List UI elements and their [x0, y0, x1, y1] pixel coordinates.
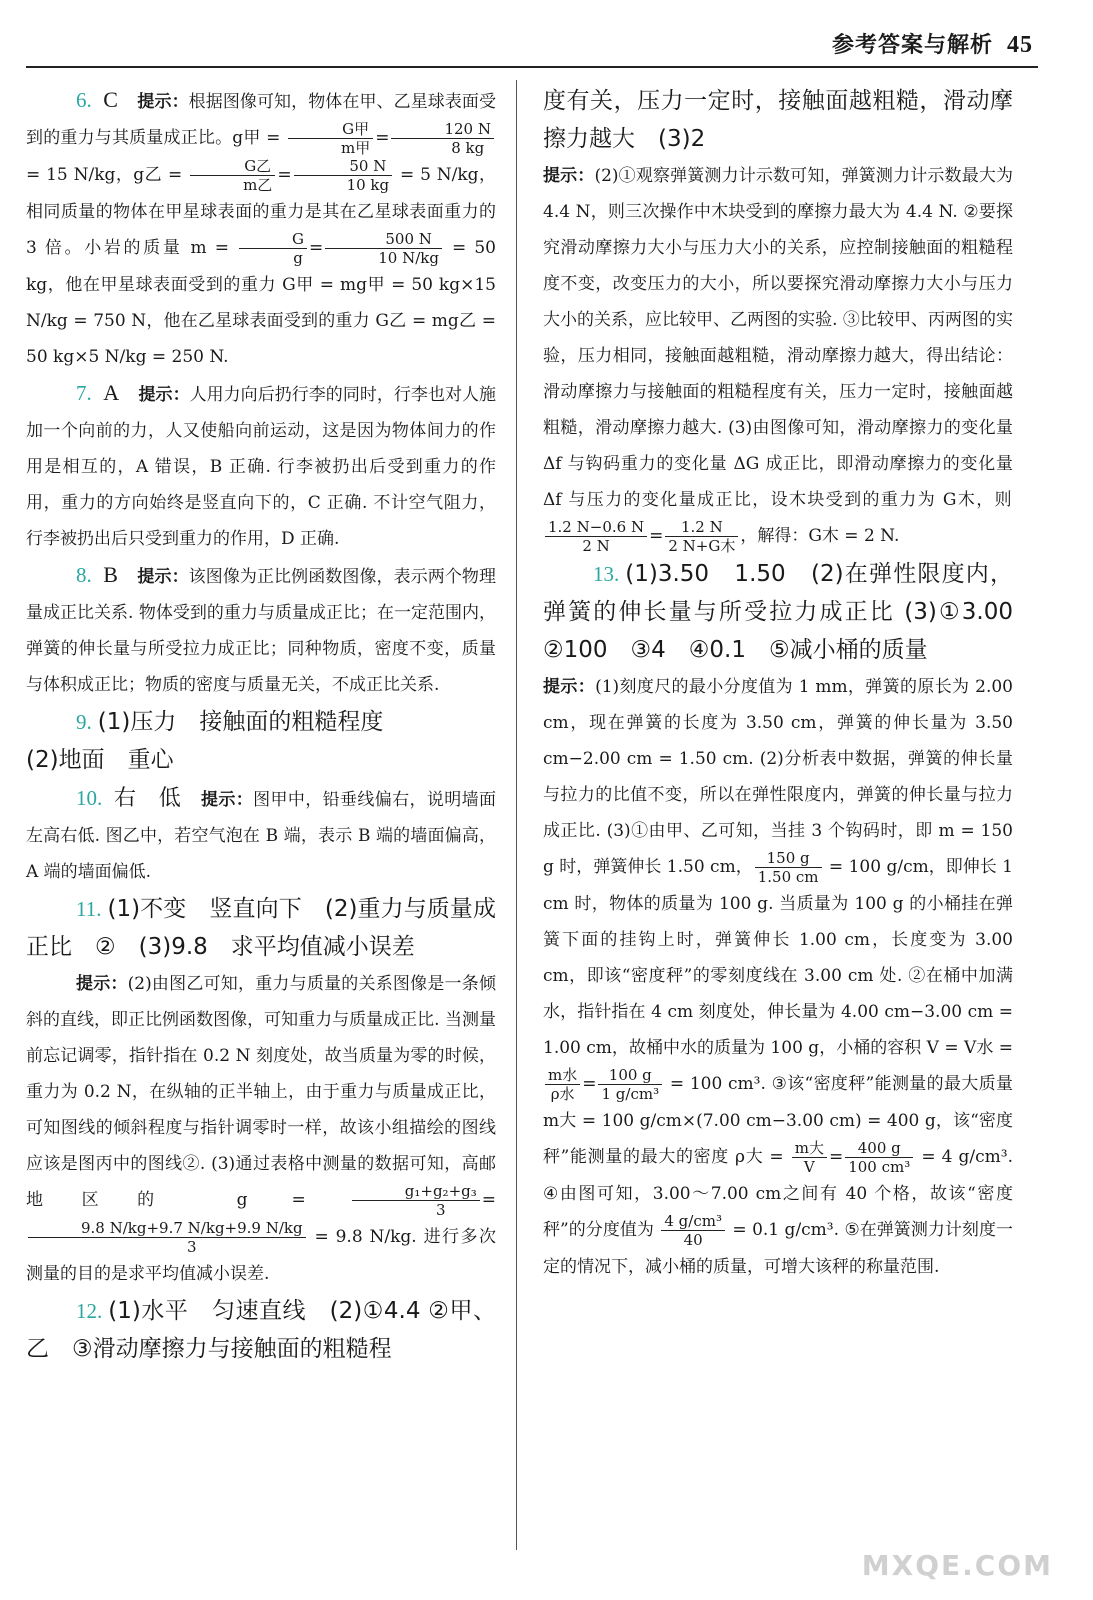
fraction: $\frac{150 g}{1.50 cm}$: [755, 849, 822, 886]
answer-12: [26, 1292, 496, 1368]
watermark-logo: MXQE.COM: [861, 1549, 1053, 1582]
hint-label: 提示：: [543, 166, 595, 186]
fraction: $\frac{400 g}{\text{100 cm³}}$: [845, 1139, 913, 1176]
fraction: $\frac{\text{G甲}}{\text{m甲}}$: [288, 120, 373, 157]
right-column: [543, 82, 1036, 1285]
answer-6: 6. C 提示：根据图像可知，物体在甲、乙星球表面受到的重力与其质量成正比。g甲 = $\frac{\text{G甲}}{\text{m甲}}$ = $\frac{120 N}{8 kg}$ = 15 N/kg，g乙 = $\frac{\text{G乙}}{\text{m乙}}$ = $\frac{50 N}{10 kg}$ = 5 N/kg，相同质量的物体在甲星球表面的重力是其在乙星球表面重力的 3 倍。小岩的质量 m = $\frac{G}{g}$ = $\frac{500 N}{10 N/kg}$ = 50 kg，他在甲星球表面受到的重力 G甲 = mg甲 = 50 kg×15 N/kg = 750 N，他在乙星球表面受到的重力 G乙 = mg乙 = 50 kg×5 N/kg = 250 N.: [26, 87, 497, 367]
page-header: [832, 28, 1033, 59]
question-number: 6.: [76, 88, 92, 112]
fraction: $\frac{1.2 N}{\text{2 N+G木}}$: [665, 518, 738, 555]
fraction: $\frac{100 g}{\text{1 g/cm³}}$: [598, 1066, 662, 1103]
hint-text: 根据图像可知，物体在甲、乙星球表面受到的重力与其质量成正比。g甲 =: [26, 92, 497, 148]
hint-text: = 100 cm³. ③该“密度秤”能测量的最大质量 m大 = 100 g/cm×(7.00 cm−3.00 cm) = 400 g，该“密度秤”能测量的最大的密度 ρ大 =: [543, 1074, 1013, 1167]
answer-text: 右 低: [114, 785, 182, 810]
hint-text: = 100 g/cm，即伸长 1 cm 时，物体的质量为 100 g. 当质量为 100 g 的小桶挂在弹簧下面的挂钩上时，弹簧伸长 1.00 cm，长度变为 3.00 cm，即该“密度秤”的零刻度线在 3.00 cm 处. ②在桶中加满水，指针指在 4 cm 刻度处，伸长量为 4.00 cm−3.00 cm = 1.00 cm，故桶中水的质量为 100 g，小桶的容积 V = V水 =: [543, 857, 1013, 1058]
answer-text: (1)水平 匀速直线 (2)①4.4 ②甲、乙 ③滑动摩擦力与接触面的粗糙程: [26, 1298, 496, 1362]
fraction: $\frac{\text{m水}}{\text{ρ水}}$: [545, 1066, 580, 1103]
hint-label: 提示：: [138, 385, 190, 405]
hint-label: 提示：: [200, 790, 254, 810]
hint-text: 图甲中，铅垂线偏右，说明墙面左高右低. 图乙中，若空气泡在 B 端，表示 B 端的墙面偏高，A 端的墙面偏低.: [26, 790, 496, 882]
answer-choice: A: [103, 380, 120, 405]
question-number: 11.: [76, 897, 102, 921]
left-column: [26, 82, 496, 1368]
question-number: 9.: [76, 710, 92, 734]
answer-11-hint: 提示：(2)由图乙可知，重力与质量的关系图像是一条倾斜的直线，即正比例函数图像，可知重力与质量成正比. 当测量前忘记调零，指针指在 0.2 N 刻度处，故当质量为零的时候，重力为 0.2 N，在纵轴的正半轴上，由于重力与质量成正比，可知图线的倾斜程度与指针调零时一样，故该小组描绘的图线应该是图丙中的图线②. (3)通过表格中测量的数据可知，高邮地区的 g = $\frac{\text{g₁+g₂+g₃}}{3}$ = $\frac{9.8 N/kg+9.7 N/kg+9.9 N/kg}{3}$ = 9.8 N/kg. 进行多次测量的目的是求平均值减小误差.: [26, 974, 496, 1284]
answer-text: (1)压力 接触面的粗糙程度: [97, 709, 384, 735]
fraction: $\frac{\text{4 g/cm³}}{40}$: [661, 1212, 725, 1249]
hint-text: 15 N/kg，g乙 =: [46, 165, 189, 185]
fraction: $\frac{\text{g₁+g₂+g₃}}{3}$: [352, 1182, 480, 1219]
question-number: 12.: [76, 1299, 103, 1323]
hint-label: 提示：: [543, 677, 596, 697]
hint-text: ，解得：G木 = 2 N.: [740, 526, 900, 546]
fraction: $\frac{1.2 N-0.6 N}{2 N}$: [545, 518, 647, 555]
fraction: $\frac{\text{m大}}{V}$: [792, 1139, 827, 1176]
question-number: 10.: [76, 786, 103, 810]
page-number: 45: [1007, 32, 1033, 58]
hint-text: (2)①观察弹簧测力计示数可知，弹簧测力计示数最大为 4.4 N，则三次操作中木块受到的摩擦力最大为 4.4 N. ②要探究滑动摩擦力大小与压力大小的关系，应控制接触面的粗糙程度不变，改变压力的大小，所以要探究滑动摩擦力大小与压力大小的关系，应比较甲、乙两图的实验. ③比较甲、丙两图的实验，压力相同，接触面越粗糙，滑动摩擦力越大，得出结论：滑动摩擦力与接触面的粗糙程度有关，压力一定时，接触面越粗糙，滑动摩擦力越大. (3)由图像可知，滑动摩擦力的变化量 Δf 与钩码重力的变化量 ΔG 成正比，即滑动摩擦力的变化量 Δf 与压力的变化量成正比，设木块受到的重力为 G木，则: [543, 166, 1013, 510]
hint-text: = 5 N/kg，相同质量的物体在甲星球表面的重力是其在乙星球表面重力的 3 倍。小岩的质量 m =: [26, 165, 496, 258]
hint-text: (1)刻度尺的最小分度值为 1 mm，弹簧的原长为 2.00 cm，现在弹簧的长度为 3.50 cm，弹簧的伸长量为 3.50 cm−2.00 cm = 1.50 cm. (2)分析表中数据，弹簧的伸长量与拉力的比值不变，所以在弹性限度内，弹簧的伸长量与拉力成正比. (3)①由甲、乙可知，当挂 3 个钩码时，即 m = 150 g 时，弹簧伸长 1.50 cm，: [543, 677, 1014, 877]
answer-text: (1)不变 竖直向下 (2)重力与质量成正比 ② (3)9.8 求平均值减小误差: [26, 896, 496, 960]
hint-text: (2)由图乙可知，重力与质量的关系图像是一条倾斜的直线，即正比例函数图像，可知重力与质量成正比. 当测量前忘记调零，指针指在 0.2 N 刻度处，故当质量为零的时候，重力为 0.2 N，在纵轴的正半轴上，由于重力与质量成正比，可知图线的倾斜程度与指针调零时一样，故该小组描绘的图线应该是图丙中的图线②. (3)通过表格中测量的数据可知，高邮地区的 g =: [26, 974, 496, 1210]
answer-12-continued: 度有关，压力一定时，接触面越粗糙，滑动摩擦力越大 (3)2: [543, 88, 1013, 152]
hint-text: = 50 kg，他在甲星球表面受到的重力 G甲 = mg甲 = 50 kg×15 N/kg = 750 N，他在乙星球表面受到的重力 G乙 = mg乙 = 50 kg×5 N/kg = 250 N.: [26, 238, 496, 367]
question-number: 7.: [76, 381, 92, 405]
answer-13: [543, 555, 1036, 669]
answer-9: [26, 703, 496, 741]
fraction: $\frac{\text{G乙}}{\text{m乙}}$: [190, 157, 275, 194]
fraction: $\frac{9.8 N/kg+9.7 N/kg+9.9 N/kg}{3}$: [28, 1219, 306, 1256]
answer-9-continued: (2)地面 重心: [26, 747, 174, 773]
fraction: $\frac{500 N}{10 N/kg}$: [325, 230, 442, 267]
fraction: $\frac{50 N}{10 kg}$: [294, 157, 393, 194]
column-divider: [516, 80, 517, 1550]
hint-label: 提示：: [137, 92, 189, 112]
fraction: $\frac{120 N}{8 kg}$: [391, 120, 494, 157]
hint-text: = 9.8 N/kg. 进行多次测量的目的是求平均值减小误差.: [26, 1227, 496, 1284]
header-rule: [26, 66, 1038, 68]
header-title: 参考答案与解析: [831, 33, 993, 58]
fraction: $\frac{G}{g}$: [239, 230, 307, 267]
answer-10: [26, 779, 496, 890]
question-number: 8.: [76, 563, 92, 587]
hint-text: = 0.1 g/cm³. ⑤在弹簧测力计刻度一定的情况下，减小桶的质量，可增大该秤的称量范围.: [543, 1220, 1013, 1277]
hint-text: 该图像为正比例函数图像，表示两个物理量成正比关系. 物体受到的重力与质量成正比；在一定范围内，弹簧的伸长量与所受拉力成正比；同种物质，密度不变，质量与体积成正比；物质的密度与质量无关，不成正比关系.: [26, 567, 497, 695]
answer-12-hint: 提示：(2)①观察弹簧测力计示数可知，弹簧测力计示数最大为 4.4 N，则三次操作中木块受到的摩擦力最大为 4.4 N. ②要探究滑动摩擦力大小与压力大小的关系，应控制接触面的粗糙程度不变，改变压力的大小，所以要探究滑动摩擦力大小与压力大小的关系，应比较甲、乙两图的实验. ③比较甲、丙两图的实验，压力相同，接触面越粗糙，滑动摩擦力越大，得出结论：滑动摩擦力与接触面的粗糙程度有关，压力一定时，接触面越粗糙，滑动摩擦力越大. (3)由图像可知，滑动摩擦力的变化量 Δf 与钩码重力的变化量 ΔG 成正比，即滑动摩擦力的变化量 Δf 与压力的变化量成正比，设木块受到的重力为 G木，则 $\frac{1.2 N-0.6 N}{2 N}$ = $\frac{1.2 N}{\text{2 N+G木}}$ ，解得：G木 = 2 N.: [543, 166, 1013, 555]
answer-11: [26, 890, 496, 966]
answer-7: [26, 375, 496, 557]
hint-text: 人用力向后扔行李的同时，行李也对人施加一个向前的力，人又使船向前运动，这是因为物体间力的作用是相互的，A 错误，B 正确. 行李被扔出后受到重力的作用，重力的方向始终是竖直向下的，C 正确. 不计空气阻力，行李被扔出后只受到重力的作用，D 正确.: [26, 385, 497, 549]
question-number: 13.: [593, 562, 620, 586]
answer-8: [26, 557, 496, 703]
hint-label: 提示：: [76, 974, 128, 994]
answer-text: (1)3.50 1.50 (2)在弹性限度内，弹簧的伸长量与所受拉力成正比 (3)①3.00 ②100 ③4 ④0.1 ⑤减小桶的质量: [543, 561, 1036, 663]
hint-text: = 4 g/cm³. ④由图可知，3.00～7.00 cm之间有 40 个格，故该“密度秤”的分度值为: [543, 1147, 1013, 1240]
answer-choice: B: [103, 562, 118, 587]
hint-label: 提示：: [137, 567, 189, 587]
answer-choice: C: [103, 87, 118, 112]
answer-13-hint: 提示：(1)刻度尺的最小分度值为 1 mm，弹簧的原长为 2.00 cm，现在弹簧的长度为 3.50 cm，弹簧的伸长量为 3.50 cm−2.00 cm = 1.50 cm. (2)分析表中数据，弹簧的伸长量与拉力的比值不变，所以在弹性限度内，弹簧的伸长量与拉力成正比. (3)①由甲、乙可知，当挂 3 个钩码时，即 m = 150 g 时，弹簧伸长 1.50 cm， $\frac{150 g}{1.50 cm}$ = 100 g/cm，即伸长 1 cm 时，物体的质量为 100 g. 当质量为 100 g 的小桶挂在弹簧下面的挂钩上时，弹簧伸长 1.00 cm，长度变为 3.00 cm，即该“密度秤”的零刻度线在 3.00 cm 处. ②在桶中加满水，指针指在 4 cm 刻度处，伸长量为 4.00 cm−3.00 cm = 1.00 cm，故桶中水的质量为 100 g，小桶的容积 V = V水 = $\frac{\text{m水}}{\text{ρ水}}$ = $\frac{100 g}{\text{1 g/cm³}}$ = 100 cm³. ③该“密度秤”能测量的最大质量 m大 = 100 g/cm×(7.00 cm−3.00 cm) = 400 g，该“密度秤”能测量的最大的密度 ρ大 = $\frac{\text{m大}}{V}$ = $\frac{400 g}{\text{100 cm³}}$ = 4 g/cm³. ④由图可知，3.00～7.00 cm之间有 40 个格，故该“密度秤”的分度值为 $\frac{\text{4 g/cm³}}{40}$ = 0.1 g/cm³. ⑤在弹簧测力计刻度一定的情况下，减小桶的质量，可增大该秤的称量范围.: [543, 677, 1014, 1277]
